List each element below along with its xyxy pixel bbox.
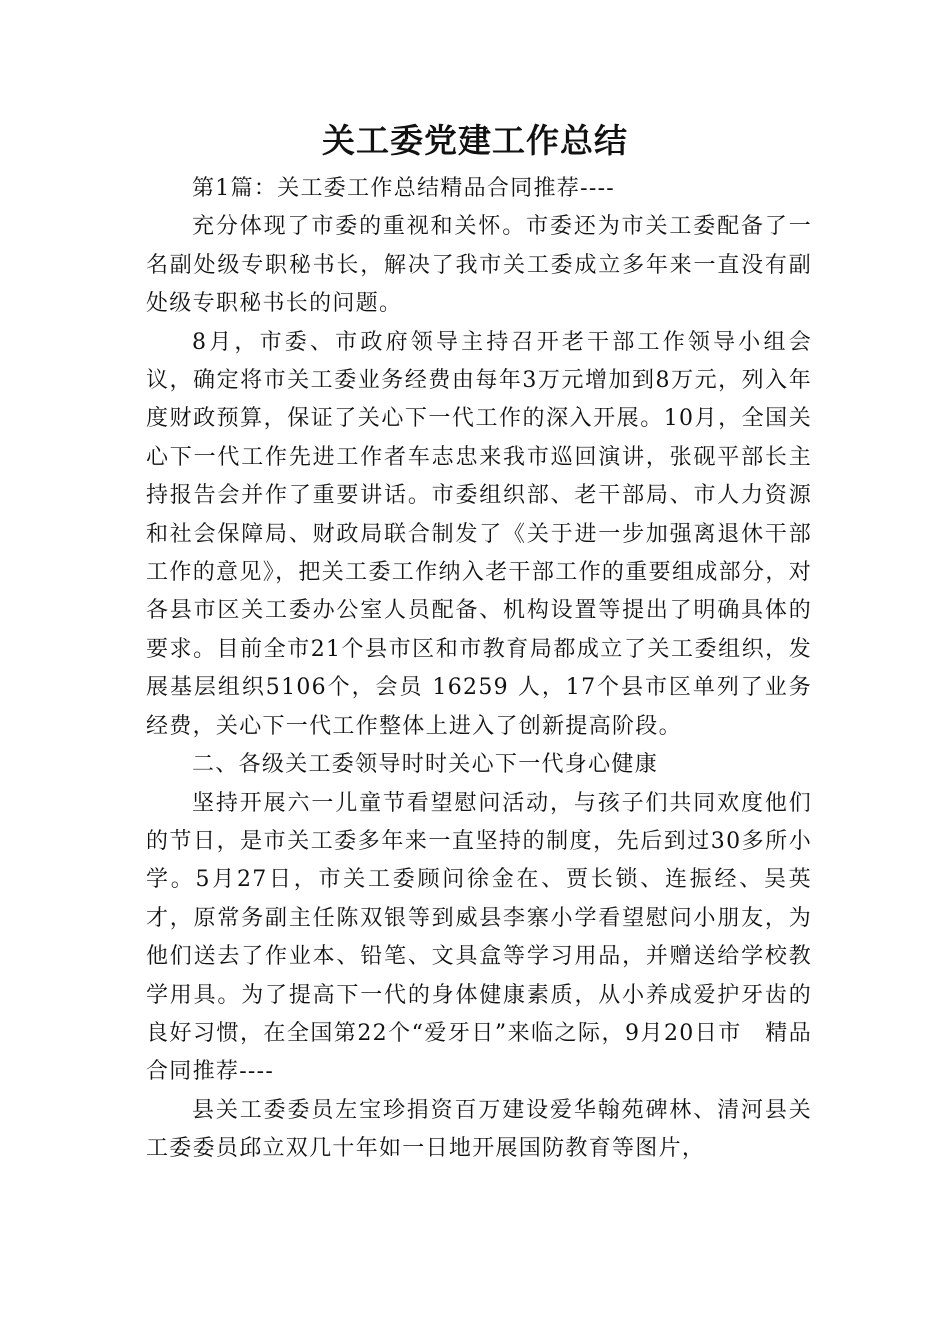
paragraph-4: 坚持开展六一儿童节看望慰问活动，与孩子们共同欢度他们的节日，是市关工委多年来一直坚持的制度，先后到过30多所小学。5月27日，市关工委顾问徐金在、贾长锁、连振经、吴英才，原常务副主任陈双银等到威县李寨小学看望慰问小朋友，为他们送去了作业本、铅笔、文具盒等学习用品，并赠送给学校教学用具。为了提高下一代的身体健康素质，从小养成爱护牙齿的良好习惯，在全国第22个“爱牙日”来临之际，9月20日市 精品合同推荐---- [146,790,812,1085]
section-heading-2: 二、各级关工委领导时时关心下一代身心健康 [192,752,659,778]
paragraph-3: 8月，市委、市政府领导主持召开老干部工作领导小组会议，确定将市关工委业务经费由每年3万元增加到8万元，列入年度财政预算，保证了关心下一代工作的深入开展。10月，全国关心下一代工作先进工作者车志忠来我市巡回演讲，张砚平部长主持报告会并作了重要讲话。市委组织部、老干部局、市人力资源和社会保障局、财政局联合制发了《关于进一步加强离退休干部工作的意见》，把关工委工作纳入老干部工作的重要组成部分，对各县市区关工委办公室人员配备、机构设置等提出了明确具体的要求。目前全市21个县市区和市教育局都成立了关工委组织，发展基层组织5106个，会员 16259 人，17个县市区单列了业务经费，关心下一代工作整体上进入了创新提高阶段。 [146,329,812,739]
paragraph-5: 县关工委委员左宝珍捐资百万建设爱华翰苑碑林、清河县关工委委员邱立双几十年如一日地开展国防教育等图片， [146,1097,812,1162]
paragraph-2: 充分体现了市委的重视和关怀。市委还为市关工委配备了一名副处级专职秘书长，解决了我市关工委成立多年来一直没有副处级专职秘书长的问题。 [146,214,812,317]
paragraph-1: 第1篇：关工委工作总结精品合同推荐---- [192,176,616,201]
document-title: 关工委党建工作总结 [322,121,628,160]
document-body [146,170,812,1169]
